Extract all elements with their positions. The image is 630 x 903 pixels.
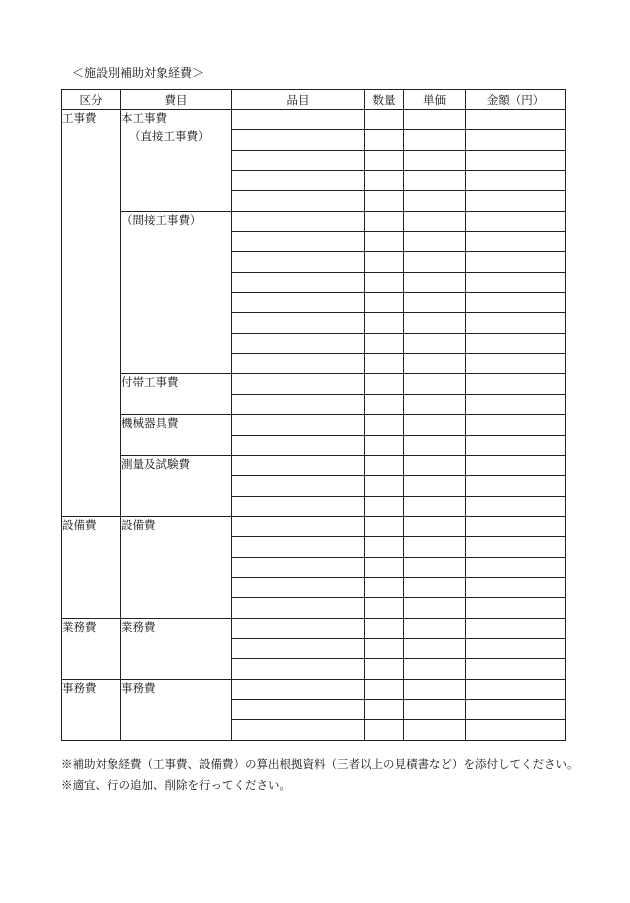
quantity-cell[interactable] — [365, 150, 404, 170]
amount-cell[interactable] — [466, 455, 566, 475]
quantity-cell[interactable] — [365, 272, 404, 292]
product-cell[interactable] — [232, 618, 365, 638]
header-product: 品目 — [232, 90, 365, 110]
quantity-cell[interactable] — [365, 232, 404, 252]
quantity-cell[interactable] — [365, 537, 404, 557]
amount-cell[interactable] — [466, 415, 566, 435]
amount-cell[interactable] — [466, 598, 566, 618]
amount-cell[interactable] — [466, 577, 566, 597]
amount-cell[interactable] — [466, 435, 566, 455]
unit-price-cell[interactable] — [404, 211, 466, 231]
expense-item-sublabel: （直接工事費） — [129, 128, 210, 143]
quantity-cell[interactable] — [365, 333, 404, 353]
quantity-cell[interactable] — [365, 415, 404, 435]
quantity-cell[interactable] — [365, 110, 404, 130]
quantity-cell[interactable] — [365, 577, 404, 597]
product-cell[interactable] — [232, 211, 365, 231]
quantity-cell[interactable] — [365, 293, 404, 313]
amount-cell[interactable] — [466, 171, 566, 191]
product-cell[interactable] — [232, 130, 365, 150]
quantity-cell[interactable] — [365, 171, 404, 191]
unit-price-cell[interactable] — [404, 171, 466, 191]
product-cell[interactable] — [232, 354, 365, 374]
product-cell[interactable] — [232, 374, 365, 394]
product-cell[interactable] — [232, 150, 365, 170]
amount-cell[interactable] — [466, 374, 566, 394]
unit-price-cell[interactable] — [404, 638, 466, 658]
quantity-cell[interactable] — [365, 476, 404, 496]
unit-price-cell[interactable] — [404, 476, 466, 496]
header-amount: 金額（円） — [466, 90, 566, 110]
unit-price-cell[interactable] — [404, 496, 466, 516]
header-category: 区分 — [62, 90, 121, 110]
amount-cell[interactable] — [466, 557, 566, 577]
expense-item-cell — [121, 618, 232, 679]
table-header-row — [62, 90, 566, 110]
expense-item-label: 機械器具費 — [121, 416, 179, 431]
quantity-cell[interactable] — [365, 211, 404, 231]
amount-cell[interactable] — [466, 516, 566, 536]
product-cell[interactable] — [232, 720, 365, 740]
quantity-cell[interactable] — [365, 313, 404, 333]
expense-item-label: 設備費 — [121, 517, 156, 532]
amount-cell[interactable] — [466, 679, 566, 699]
note-rows: ※適宜、行の追加、削除を行ってください。 — [61, 778, 291, 792]
product-cell[interactable] — [232, 699, 365, 719]
product-cell[interactable] — [232, 191, 365, 211]
table-row — [62, 415, 566, 435]
table-row — [62, 110, 566, 130]
unit-price-cell[interactable] — [404, 333, 466, 353]
product-cell[interactable] — [232, 415, 365, 435]
amount-cell[interactable] — [466, 394, 566, 414]
quantity-cell[interactable] — [365, 455, 404, 475]
table-row — [62, 374, 566, 394]
amount-cell[interactable] — [466, 354, 566, 374]
expense-item-cell — [121, 110, 232, 212]
product-cell[interactable] — [232, 232, 365, 252]
notes — [61, 754, 579, 796]
amount-cell[interactable] — [466, 150, 566, 170]
expense-item-label: 測量及試験費 — [121, 456, 190, 471]
unit-price-cell[interactable] — [404, 455, 466, 475]
quantity-cell[interactable] — [365, 394, 404, 414]
amount-cell[interactable] — [466, 272, 566, 292]
product-cell[interactable] — [232, 272, 365, 292]
product-cell[interactable] — [232, 476, 365, 496]
product-cell[interactable] — [232, 394, 365, 414]
product-cell[interactable] — [232, 537, 365, 557]
note-attachment: ※補助対象経費（工事費、設備費）の算出根拠資料（三者以上の見積書など）を添付してください。 — [61, 757, 579, 771]
amount-cell[interactable] — [466, 476, 566, 496]
category-cell: 工事費 — [62, 110, 121, 517]
amount-cell[interactable] — [466, 110, 566, 130]
product-cell[interactable] — [232, 455, 365, 475]
table-row — [62, 455, 566, 475]
expense-item-label: 事務費 — [121, 680, 156, 695]
unit-price-cell[interactable] — [404, 150, 466, 170]
product-cell[interactable] — [232, 313, 365, 333]
expense-item-label: （間接工事費） — [121, 212, 202, 227]
unit-price-cell[interactable] — [404, 110, 466, 130]
quantity-cell[interactable] — [365, 557, 404, 577]
product-cell[interactable] — [232, 496, 365, 516]
table-row — [62, 211, 566, 231]
amount-cell[interactable] — [466, 313, 566, 333]
amount-cell[interactable] — [466, 699, 566, 719]
amount-cell[interactable] — [466, 130, 566, 150]
expense-item-label: 業務費 — [121, 619, 156, 634]
quantity-cell[interactable] — [365, 354, 404, 374]
unit-price-cell[interactable] — [404, 679, 466, 699]
amount-cell[interactable] — [466, 618, 566, 638]
unit-price-cell[interactable] — [404, 232, 466, 252]
unit-price-cell[interactable] — [404, 537, 466, 557]
amount-cell[interactable] — [466, 191, 566, 211]
quantity-cell[interactable] — [365, 374, 404, 394]
product-cell[interactable] — [232, 638, 365, 658]
unit-price-cell[interactable] — [404, 272, 466, 292]
product-cell[interactable] — [232, 110, 365, 130]
product-cell[interactable] — [232, 598, 365, 618]
unit-price-cell[interactable] — [404, 618, 466, 638]
amount-cell[interactable] — [466, 537, 566, 557]
expense-item-cell — [121, 679, 232, 740]
quantity-cell[interactable] — [365, 598, 404, 618]
quantity-cell[interactable] — [365, 516, 404, 536]
quantity-cell[interactable] — [365, 496, 404, 516]
expense-item-cell — [121, 374, 232, 415]
unit-price-cell[interactable] — [404, 374, 466, 394]
quantity-cell[interactable] — [365, 252, 404, 272]
product-cell[interactable] — [232, 333, 365, 353]
header-unit-price: 単価 — [404, 90, 466, 110]
table-row — [62, 679, 566, 699]
product-cell[interactable] — [232, 679, 365, 699]
amount-cell[interactable] — [466, 638, 566, 658]
unit-price-cell[interactable] — [404, 435, 466, 455]
unit-price-cell[interactable] — [404, 354, 466, 374]
table-row — [62, 516, 566, 536]
amount-cell[interactable] — [466, 252, 566, 272]
table-body — [62, 110, 566, 741]
unit-price-cell[interactable] — [404, 699, 466, 719]
category-cell: 事務費 — [62, 679, 121, 740]
unit-price-cell[interactable] — [404, 598, 466, 618]
amount-cell[interactable] — [466, 211, 566, 231]
header-quantity: 数量 — [365, 90, 404, 110]
unit-price-cell[interactable] — [404, 557, 466, 577]
expense-item-label: 付帯工事費 — [121, 375, 179, 390]
amount-cell[interactable] — [466, 232, 566, 252]
header-expense-item: 費目 — [121, 90, 232, 110]
amount-cell[interactable] — [466, 659, 566, 679]
expense-item-label: 本工事費 — [121, 111, 167, 125]
quantity-cell[interactable] — [365, 638, 404, 658]
product-cell[interactable] — [232, 577, 365, 597]
document-title: ＜施設別補助対象経費＞ — [72, 66, 205, 80]
product-cell[interactable] — [232, 293, 365, 313]
unit-price-cell[interactable] — [404, 516, 466, 536]
category-cell: 設備費 — [62, 516, 121, 618]
unit-price-cell[interactable] — [404, 394, 466, 414]
unit-price-cell[interactable] — [404, 659, 466, 679]
product-cell[interactable] — [232, 557, 365, 577]
quantity-cell[interactable] — [365, 679, 404, 699]
unit-price-cell[interactable] — [404, 252, 466, 272]
quantity-cell[interactable] — [365, 659, 404, 679]
product-cell[interactable] — [232, 659, 365, 679]
unit-price-cell[interactable] — [404, 415, 466, 435]
amount-cell[interactable] — [466, 293, 566, 313]
expense-item-cell — [121, 415, 232, 456]
product-cell[interactable] — [232, 435, 365, 455]
expense-item-cell — [121, 455, 232, 516]
product-cell[interactable] — [232, 171, 365, 191]
amount-cell[interactable] — [466, 720, 566, 740]
unit-price-cell[interactable] — [404, 191, 466, 211]
unit-price-cell[interactable] — [404, 577, 466, 597]
quantity-cell[interactable] — [365, 699, 404, 719]
quantity-cell[interactable] — [365, 435, 404, 455]
expense-item-cell — [121, 516, 232, 618]
cost-table — [61, 89, 566, 741]
category-cell: 業務費 — [62, 618, 121, 679]
unit-price-cell[interactable] — [404, 720, 466, 740]
unit-price-cell[interactable] — [404, 313, 466, 333]
product-cell[interactable] — [232, 252, 365, 272]
product-cell[interactable] — [232, 516, 365, 536]
quantity-cell[interactable] — [365, 720, 404, 740]
unit-price-cell[interactable] — [404, 130, 466, 150]
quantity-cell[interactable] — [365, 618, 404, 638]
unit-price-cell[interactable] — [404, 293, 466, 313]
amount-cell[interactable] — [466, 333, 566, 353]
expense-item-cell — [121, 211, 232, 374]
table-row — [62, 618, 566, 638]
quantity-cell[interactable] — [365, 191, 404, 211]
amount-cell[interactable] — [466, 496, 566, 516]
quantity-cell[interactable] — [365, 130, 404, 150]
